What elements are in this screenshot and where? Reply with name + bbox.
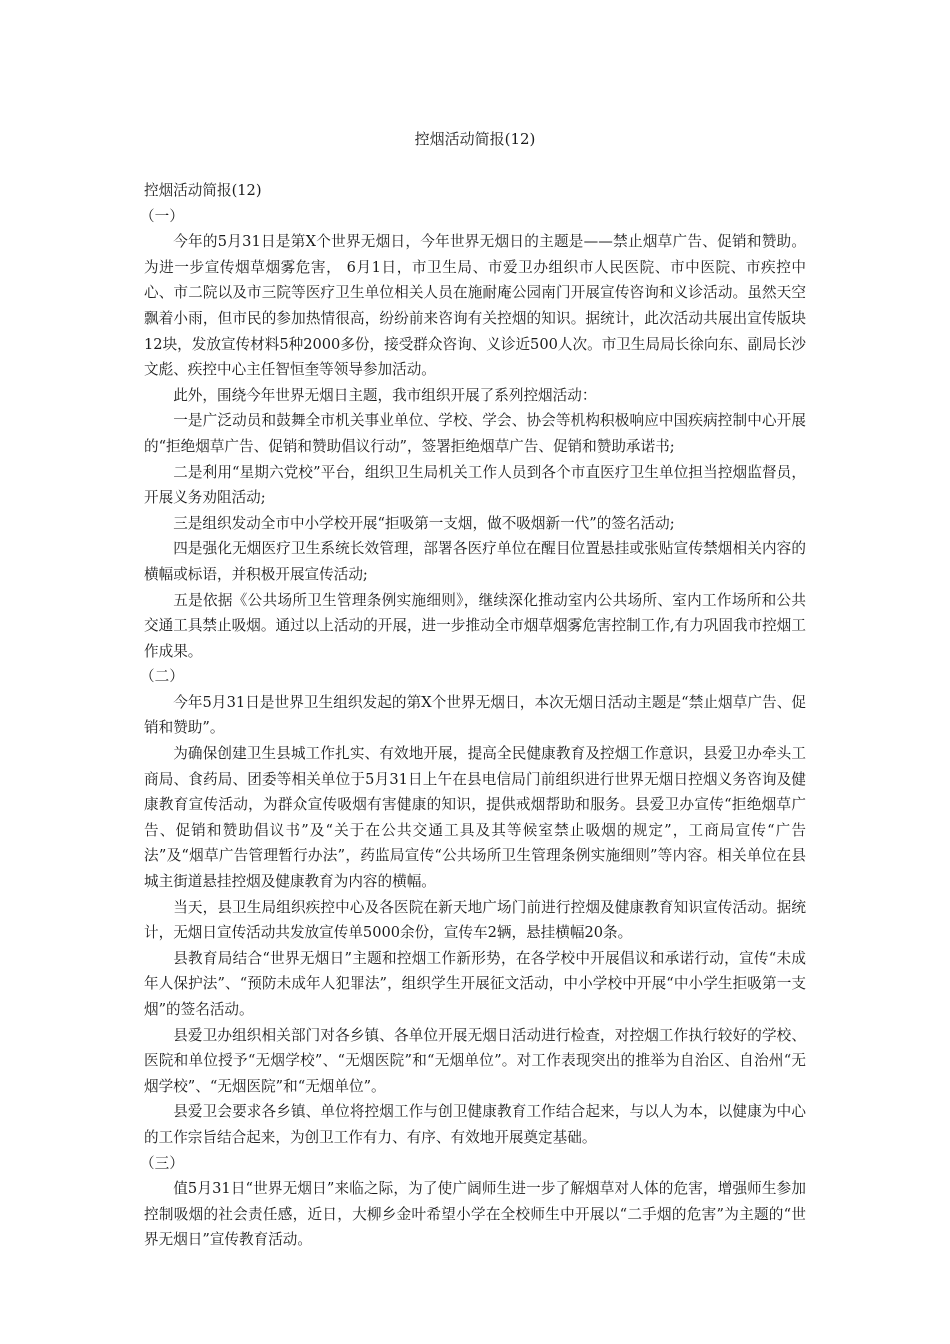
paragraph: 当天，县卫生局组织疾控中心及各医院在新天地广场门前进行控烟及健康教育知识宣传活动。据统计，无烟日宣传活动共发放宣传单5000余份，宣传车2辆，悬挂横幅20条。 xyxy=(144,898,806,942)
paragraph: 一是广泛动员和鼓舞全市机关事业单位、学校、学会、协会等机构积极响应中国疾病控制中心开展的“拒绝烟草广告、促销和赞助倡议行动”，签署拒绝烟草广告、促销和赞助承诺书; xyxy=(144,412,806,455)
section-heading-3: （三） xyxy=(140,1154,184,1172)
paragraph: 县爱卫办组织相关部门对各乡镇、各单位开展无烟日活动进行检查，对控烟工作执行较好的学校、医院和单位授予“无烟学校”、“无烟医院”和“无烟单位”。对工作表现突出的推举为自治区、自治州“无烟学校”、“无烟医院”和“无烟单位”。 xyxy=(144,1026,806,1095)
paragraph: 此外，围绕今年世界无烟日主题，我市组织开展了系列控烟活动： xyxy=(173,386,597,404)
section-heading-2: （二） xyxy=(140,668,184,686)
paragraph: 为确保创建卫生县城工作扎实、有效地开展，提高全民健康教育及控烟工作意识，县爱卫办牵头工商局、食药局、团委等相关单位于5月31日上午在县电信局门前组织进行世界无烟日控烟义务咨询及健康教育宣传活动，为群众宣传吸烟有害健康的知识，提供戒烟帮助和服务。县爱卫办宣传“拒绝烟草广告、促销和赞助倡议书”及“关于在公共交通工具及其等候室禁止吸烟的规定”，工商局宣传“广告法”及“烟草广告管理暂行办法”，药监局宣传“公共场所卫生管理条例实施细则”等内容。相关单位在县城主街道悬挂控烟及健康教育为内容的横幅。 xyxy=(144,745,806,891)
document-title: 控烟活动简报(12) xyxy=(414,130,536,148)
document-subtitle: 控烟活动简报(12) xyxy=(144,182,262,199)
paragraph: 县教育局结合“世界无烟日”主题和控烟工作新形势，在各学校中开展倡议和承诺行动，宣传“未成年人保护法”、“预防未成年人犯罪法”，组织学生开展征文活动，中小学校中开展“中小学生拒吸第一支烟”的签名活动。 xyxy=(144,949,806,1018)
section-heading-1: （一） xyxy=(140,207,184,225)
paragraph: 五是依据《公共场所卫生管理条例实施细则》，继续深化推动室内公共场所、室内工作场所和公共交通工具禁止吸烟。通过以上活动的开展，进一步推动全市烟草烟雾危害控制工作,有力巩固我市控烟工作成果。 xyxy=(144,591,806,660)
paragraph: 今年的5月31日是第X个世界无烟日，今年世界无烟日的主题是——禁止烟草广告、促销和赞助。为进一步宣传烟草烟雾危害， 6月1日，市卫生局、市爱卫办组织市人民医院、市中医院、市疾控中心、市二院以及市三院等医疗卫生单位相关人员在施耐庵公园南门开展宣传咨询和义诊活动。虽然天空飘着小雨，但市民的参加热情很高，纷纷前来咨询有关控烟的知识。据统计，此次活动共展出宣传版块12块，发放宣传材料5种2000多份，接受群众咨询、义诊近500人次。市卫生局局长徐向东、副局长沙文彪、疾控中心主任智恒奎等领导参加活动。 xyxy=(144,233,807,379)
document-body xyxy=(140,178,807,1253)
paragraph: 值5月31日“世界无烟日”来临之际，为了使广阔师生进一步了解烟草对人体的危害，增强师生参加控制吸烟的社会责任感，近日，大柳乡金叶希望小学在全校师生中开展以“二手烟的危害”为主题的“世界无烟日”宣传教育活动。 xyxy=(144,1180,806,1249)
paragraph: 二是利用“星期六党校”平台，组织卫生局机关工作人员到各个市直医疗卫生单位担当控烟监督员，开展义务劝阻活动; xyxy=(144,463,806,507)
paragraph: 今年5月31日是世界卫生组织发起的第X个世界无烟日，本次无烟日活动主题是“禁止烟草广告、促销和赞助”。 xyxy=(144,693,806,737)
paragraph: 县爱卫会要求各乡镇、单位将控烟工作与创卫健康教育工作结合起来，与以人为本，以健康为中心的工作宗旨结合起来，为创卫工作有力、有序、有效地开展奠定基础。 xyxy=(144,1103,806,1146)
paragraph: 三是组织发动全市中小学校开展“拒吸第一支烟，做不吸烟新一代”的签名活动; xyxy=(173,514,675,532)
paragraph: 四是强化无烟医疗卫生系统长效管理，部署各医疗单位在醒目位置悬挂或张贴宣传禁烟相关内容的横幅或标语，并积极开展宣传活动; xyxy=(144,540,806,583)
